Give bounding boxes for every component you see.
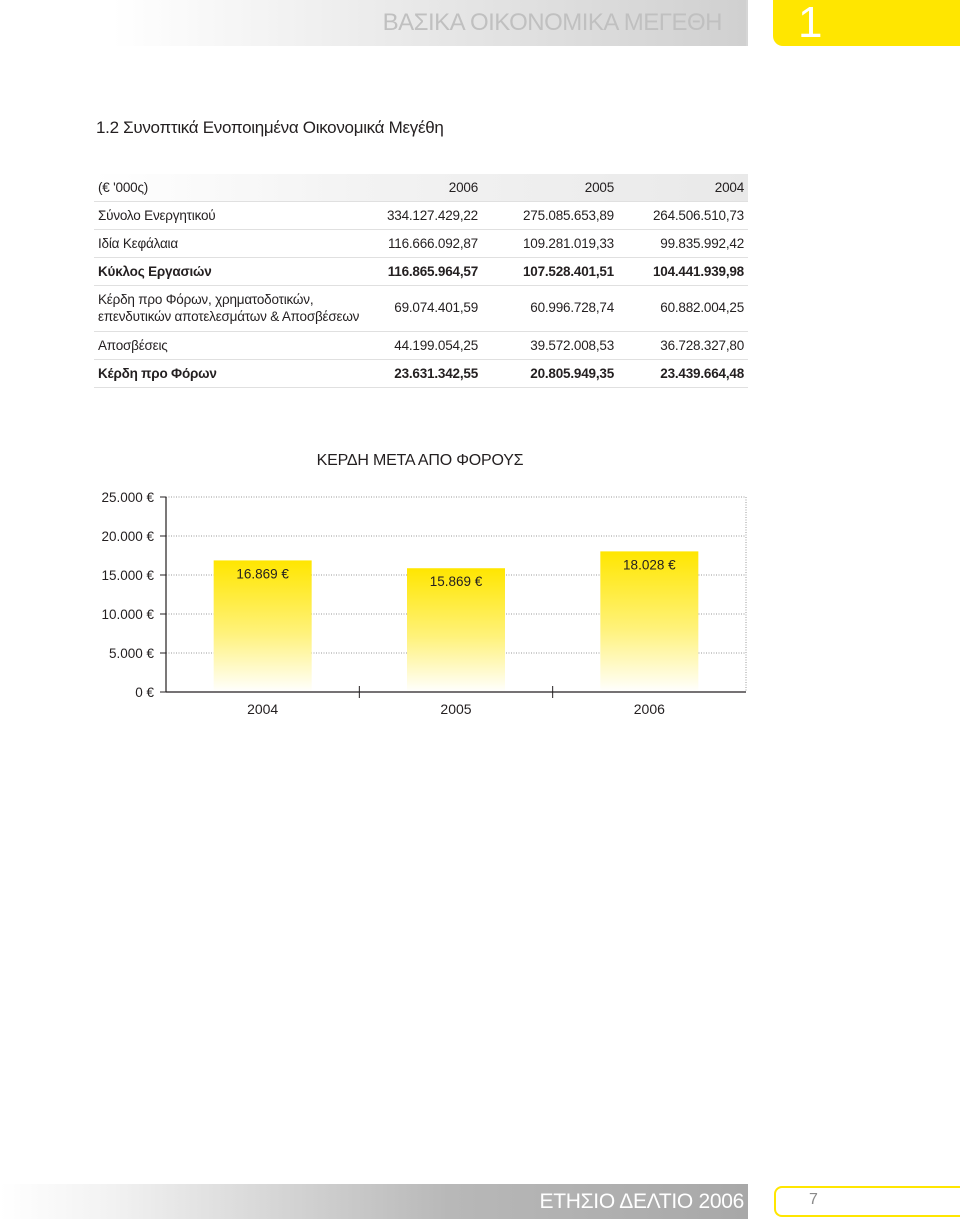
row-value: 23.631.342,55 [394, 366, 478, 381]
row-value: 69.074.401,59 [394, 300, 478, 315]
table-row [94, 332, 748, 360]
row-value: 39.572.008,53 [530, 338, 614, 353]
y-tick-label: 5.000 € [108, 646, 154, 661]
x-tick-label: 2006 [633, 701, 665, 717]
x-tick-label: 2004 [247, 701, 279, 717]
row-value: 20.805.949,35 [530, 366, 614, 381]
row-label-line: επενδυτικών αποτελεσμάτων & Αποσβέσεων [98, 309, 360, 324]
column-header-year: 2005 [584, 180, 614, 195]
row-value: 60.996.728,74 [530, 300, 614, 315]
row-label [98, 291, 359, 325]
x-tick-label: 2005 [440, 701, 472, 717]
column-header-year: 2006 [448, 180, 478, 195]
row-label: Κέρδη προ Φόρων [98, 366, 217, 381]
row-value: 44.199.054,25 [394, 338, 478, 353]
data-label: 18.028 € [623, 557, 676, 573]
row-value: 104.441.939,98 [652, 264, 744, 279]
table-row [94, 258, 748, 286]
y-tick-label: 0 € [135, 685, 154, 700]
y-tick-label: 25.000 € [101, 490, 154, 505]
data-label: 15.869 € [429, 574, 483, 590]
table-row [94, 286, 748, 332]
row-label: Ιδία Κεφάλαια [98, 236, 178, 251]
chart-title: ΚΕΡΔΗ ΜΕΤΑ ΑΠΟ ΦΟΡΟΥΣ [316, 452, 524, 469]
row-value: 264.506.510,73 [652, 208, 744, 223]
page-number: 7 [809, 1191, 818, 1208]
row-value: 99.835.992,42 [660, 236, 744, 251]
row-label-line: Κέρδη προ Φόρων, χρηματοδοτικών, [98, 292, 314, 307]
row-value: 23.439.664,48 [660, 366, 744, 381]
table-row [94, 230, 748, 258]
table-row [94, 360, 748, 388]
unit-label: (€ '000ς) [98, 180, 149, 195]
row-value: 334.127.429,22 [386, 208, 478, 223]
y-tick-label: 15.000 € [101, 568, 154, 583]
row-label: Αποσβέσεις [98, 338, 168, 353]
row-value: 275.085.653,89 [522, 208, 614, 223]
chapter-number: 1 [798, 0, 823, 47]
column-header-year: 2004 [714, 180, 744, 195]
profit-after-tax-chart [0, 480, 760, 730]
row-value: 36.728.327,80 [660, 338, 744, 353]
row-value: 116.865.964,57 [387, 264, 478, 279]
row-value: 116.666.092,87 [387, 236, 478, 251]
y-tick-label: 10.000 € [101, 607, 154, 622]
y-tick-label: 20.000 € [101, 529, 154, 544]
table-row [94, 202, 748, 230]
bar [600, 551, 698, 692]
data-label: 16.869 € [236, 566, 289, 582]
financial-summary-table [94, 174, 748, 388]
table-header-row [94, 174, 748, 202]
header-bar [0, 0, 748, 46]
row-label: Σύνολο Ενεργητικού [98, 208, 216, 223]
row-value: 60.882.004,25 [660, 300, 744, 315]
page-number-tab [774, 1186, 960, 1217]
header-title: ΒΑΣΙΚΑ ΟΙΚΟΝΟΜΙΚΑ ΜΕΓΕΘΗ [382, 9, 722, 36]
section-title: 1.2 Συνοπτικά Ενοποιημένα Οικονομικά Μεγέθη [96, 118, 444, 137]
footer-title: ΕΤΗΣΙΟ ΔΕΛΤΙΟ 2006 [539, 1190, 744, 1213]
row-label: Κύκλος Εργασιών [98, 264, 212, 279]
row-value: 107.528.401,51 [522, 264, 614, 279]
row-value: 109.281.019,33 [522, 236, 614, 251]
